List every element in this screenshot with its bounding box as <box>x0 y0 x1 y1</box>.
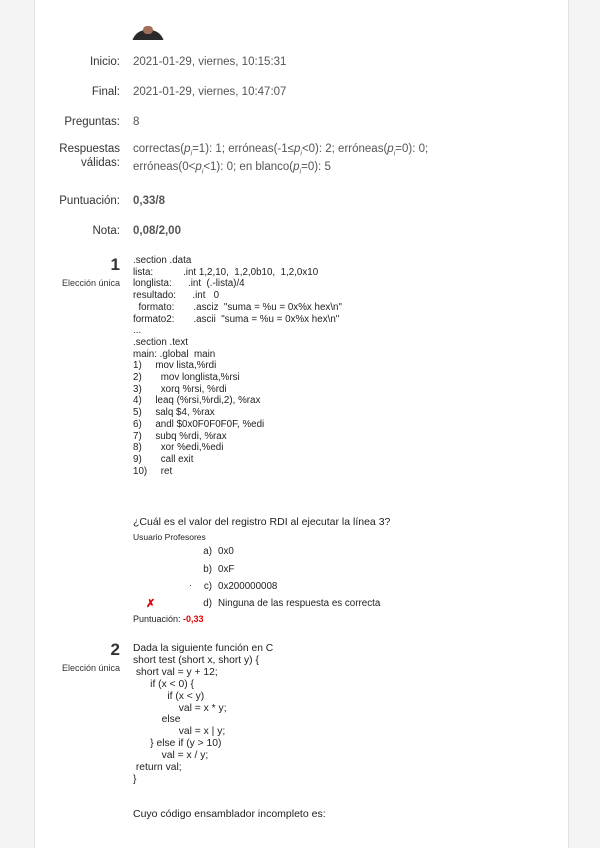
respuestas-value-line2: $erróneas(0<p_i<1)$: 0; en $blanco(p_i=0)$: 5 <box>133 161 331 176</box>
selected-marker: · <box>189 580 192 590</box>
avatar-face <box>143 26 153 34</box>
question-1-score: Puntuación: -0,33 <box>133 614 204 624</box>
preguntas-label: Preguntas: <box>64 116 120 128</box>
question-1-option-d[interactable]: d) Ninguna de las respuesta es correcta <box>203 598 381 609</box>
question-1-option-a[interactable]: a) 0x0 <box>203 546 234 557</box>
question-1-option-b[interactable]: b) 0xF <box>203 564 235 575</box>
question-1-user: Usuario Profesores <box>133 532 206 542</box>
question-1-number: 1 <box>110 255 120 274</box>
inicio-value: 2021-01-29, viernes, 10:15:31 <box>133 56 287 68</box>
inicio-label: Inicio: <box>89 56 120 68</box>
final-value: 2021-01-29, viernes, 10:47:07 <box>133 86 287 98</box>
puntuacion-label: Puntuación: <box>59 195 120 207</box>
nota-label: Nota: <box>92 225 120 237</box>
question-1-score-value: -0,33 <box>183 614 204 624</box>
puntuacion-value: 0,33/8 <box>133 195 165 207</box>
question-2-number: 2 <box>110 640 120 659</box>
question-2-code: Dada la siguiente función en C short test (short x, short y) { short val = y + 12; if (x < 0) { if (x < y) val = x * y; else val = x | y; } else if (y > 10) val = x / y; return val; } <box>133 643 274 785</box>
nota-value: 0,08/2,00 <box>133 225 181 237</box>
respuestas-value-line1: $correctas(p_i=1)$: 1; $erróneas(-1\le p_i<0)$: 2; $erróneas(p_i=0)$: 0; <box>133 143 429 158</box>
question-1-text: ¿Cuál es el valor del registro RDI al ejecutar la línea 3? <box>133 516 391 528</box>
respuestas-label-line1: Respuestas <box>59 143 120 155</box>
question-2-type: Elección única <box>61 663 120 673</box>
respuestas-label-line2: válidas: <box>81 157 120 169</box>
question-2-text: Cuyo código ensamblador incompleto es: <box>133 808 326 820</box>
question-1-code: .section .data lista: .int 1,2,10, 1,2,0b10, 1,2,0x10 longlista: .int (.-lista)/4 resultado: .int 0 formato: .asciz "suma = %u = 0x%x hex\n" formato2: .ascii "suma = %u = 0x%x hex\n" ... .section .text main: .global main 1) mov lista,%rdi 2) mov longlista,%rsi 3) xorq %rsi, %rdi 4) leaq (%rsi,%rdi,2), %rax 5) salq $4, %rax 6) andl $0x0F0F0F0F, %edi 7) subq %rdi, %rax 8) xor %edi,%edi 9) call exit 10) ret <box>133 255 342 477</box>
question-1-option-c[interactable]: c) 0x200000008 <box>203 581 278 592</box>
final-label: Final: <box>91 86 120 98</box>
wrong-answer-icon: ✗ <box>146 598 156 610</box>
question-1-type: Elección única <box>61 278 120 288</box>
avatar <box>132 24 164 40</box>
preguntas-value: 8 <box>133 116 140 128</box>
